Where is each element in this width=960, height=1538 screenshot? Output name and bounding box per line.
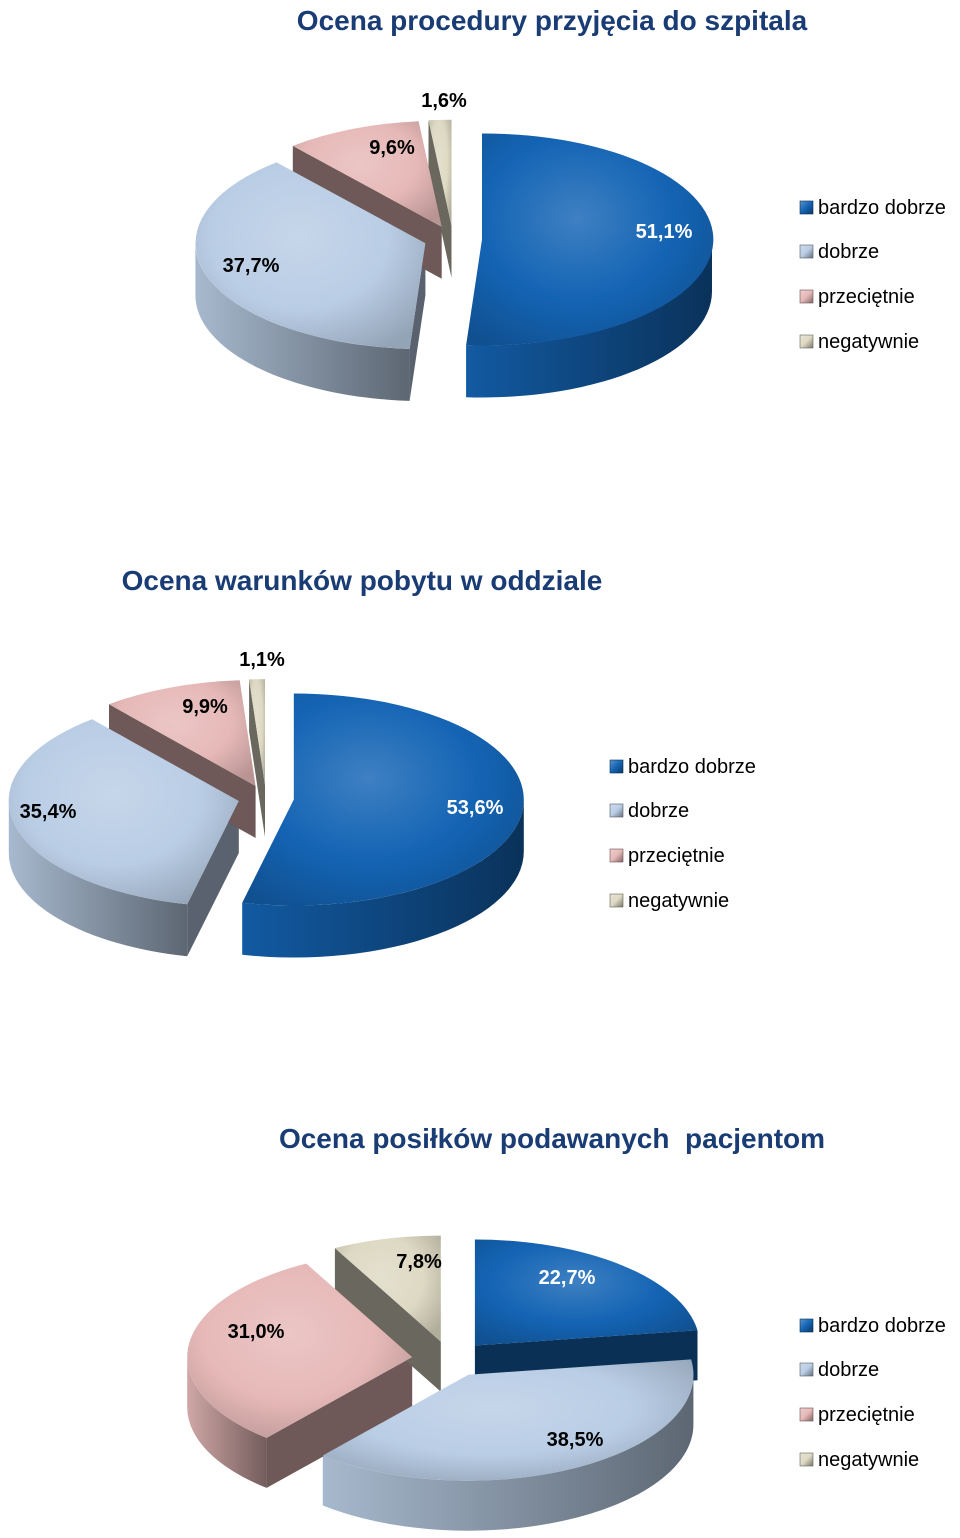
legend-item-negatywnie — [610, 890, 729, 912]
legend-label-negatywnie: negatywnie — [818, 1449, 920, 1471]
data-label-bardzo-dobrze: 53,6% — [446, 797, 504, 819]
legend-item-negatywnie — [800, 331, 919, 353]
pie-chart-1 — [195, 5, 945, 401]
legend-marker-przecietnie — [800, 1408, 813, 1421]
legend-label-bardzo-dobrze: bardzo dobrze — [818, 197, 946, 219]
data-label-negatywnie: 7,8% — [396, 1251, 442, 1273]
legend-marker-dobrze — [610, 804, 623, 817]
legend-marker-negatywnie — [800, 1453, 813, 1466]
pie-top-faces — [9, 679, 524, 905]
legend — [800, 1315, 946, 1471]
data-label-przecietnie: 9,6% — [369, 137, 415, 159]
legend-marker-dobrze — [800, 1363, 813, 1376]
legend-item-bardzo-dobrze — [610, 756, 756, 778]
legend-marker-bardzo-dobrze — [800, 201, 813, 214]
chart-title: Ocena procedury przyjęcia do szpitala — [296, 5, 808, 36]
legend-item-przecietnie — [800, 1404, 915, 1426]
legend-label-dobrze: dobrze — [628, 800, 690, 822]
legend-marker-dobrze — [800, 245, 813, 258]
data-label-dobrze: 37,7% — [222, 255, 280, 277]
legend-marker-przecietnie — [800, 290, 813, 303]
legend-marker-bardzo-dobrze — [610, 760, 623, 773]
data-label-negatywnie: 1,1% — [239, 649, 285, 671]
legend-label-bardzo-dobrze: bardzo dobrze — [628, 756, 756, 778]
legend-item-negatywnie — [800, 1449, 919, 1471]
data-label-bardzo-dobrze: 51,1% — [635, 221, 693, 243]
legend-label-dobrze: dobrze — [818, 241, 880, 263]
legend-item-przecietnie — [610, 845, 725, 867]
legend-label-negatywnie: negatywnie — [628, 890, 730, 912]
legend — [610, 756, 756, 912]
legend — [800, 197, 946, 353]
legend-marker-negatywnie — [610, 894, 623, 907]
legend-item-dobrze — [800, 1359, 879, 1381]
legend-label-negatywnie: negatywnie — [818, 331, 920, 353]
data-label-dobrze: 35,4% — [19, 801, 77, 823]
legend-label-przecietnie: przeciętnie — [818, 1404, 915, 1426]
legend-label-przecietnie: przeciętnie — [818, 286, 915, 308]
data-label-przecietnie: 31,0% — [227, 1321, 285, 1343]
legend-item-dobrze — [610, 800, 689, 822]
legend-label-bardzo-dobrze: bardzo dobrze — [818, 1315, 946, 1337]
legend-marker-przecietnie — [610, 849, 623, 862]
legend-marker-bardzo-dobrze — [800, 1319, 813, 1332]
data-label-przecietnie: 9,9% — [182, 696, 228, 718]
legend-label-przecietnie: przeciętnie — [628, 845, 725, 867]
slice-top-bardzo-dobrze — [475, 1240, 698, 1346]
legend-item-przecietnie — [800, 286, 915, 308]
chart-title: Ocena warunków pobytu w oddziale — [121, 565, 603, 596]
data-label-dobrze: 38,5% — [546, 1429, 604, 1451]
pie-chart-3 — [187, 1123, 946, 1531]
pie-chart-2 — [9, 565, 756, 958]
legend-marker-negatywnie — [800, 335, 813, 348]
legend-item-bardzo-dobrze — [800, 1315, 946, 1337]
chart-title: Ocena posiłków podawanych pacjentom — [278, 1123, 826, 1154]
data-label-negatywnie: 1,6% — [421, 90, 467, 112]
legend-item-bardzo-dobrze — [800, 197, 946, 219]
legend-label-dobrze: dobrze — [818, 1359, 880, 1381]
data-label-bardzo-dobrze: 22,7% — [538, 1267, 596, 1289]
legend-item-dobrze — [800, 241, 879, 263]
